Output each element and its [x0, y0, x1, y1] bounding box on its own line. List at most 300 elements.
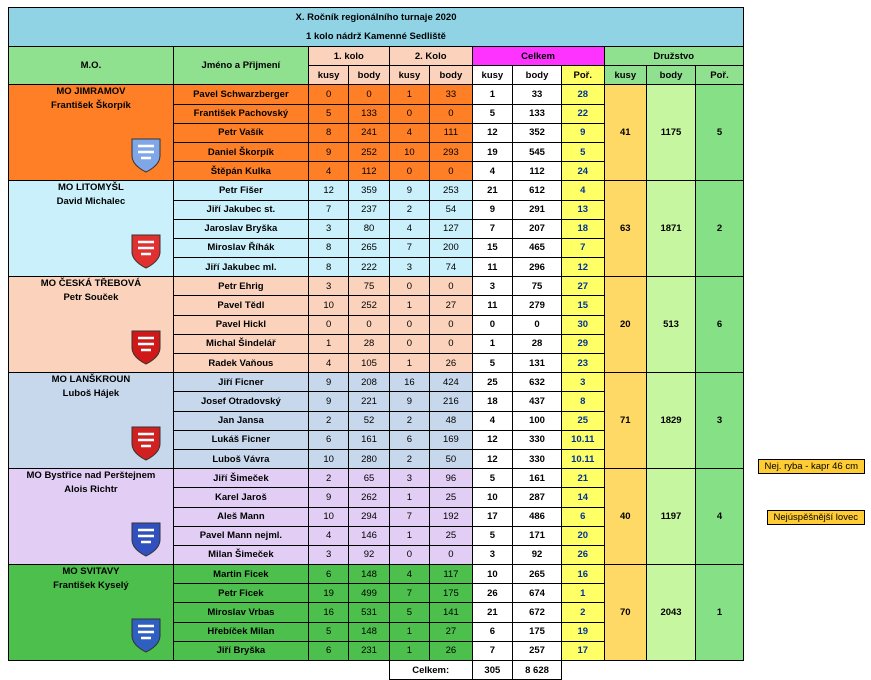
round2-body: 27 [430, 622, 473, 641]
total-body: 291 [513, 200, 562, 219]
member-name: Jiří Ficner [173, 373, 308, 392]
total-rank: 6 [561, 507, 604, 526]
footer-total-body: 8 628 [513, 661, 562, 680]
round2-kusy: 3 [389, 258, 429, 277]
round2-body: 0 [430, 277, 473, 296]
total-body: 33 [513, 85, 562, 104]
team-rank: 2 [695, 181, 743, 277]
total-body: 92 [513, 545, 562, 564]
round2-body: 26 [430, 354, 473, 373]
round2-body: 0 [430, 334, 473, 353]
total-kusy: 3 [472, 277, 512, 296]
round2-kusy: 0 [389, 277, 429, 296]
round1-body: 222 [349, 258, 389, 277]
total-rank: 16 [561, 565, 604, 584]
round1-kusy: 9 [308, 488, 348, 507]
total-body: 279 [513, 296, 562, 315]
round2-kusy: 1 [389, 354, 429, 373]
round1-body: 294 [349, 507, 389, 526]
team-rank: 6 [695, 277, 743, 373]
member-name: Jiří Jakubec ml. [173, 258, 308, 277]
coat-of-arms-icon [129, 520, 163, 558]
total-kusy: 1 [472, 85, 512, 104]
round1-body: 28 [349, 334, 389, 353]
member-name: Jaroslav Bryška [173, 219, 308, 238]
member-name: Petr Fišer [173, 181, 308, 200]
round2-body: 111 [430, 123, 473, 142]
total-rank: 28 [561, 85, 604, 104]
coat-of-arms-icon [129, 136, 163, 174]
round2-body: 141 [430, 603, 473, 622]
member-name: Michal Šindelář [173, 334, 308, 353]
member-name: Miroslav Vrbas [173, 603, 308, 622]
round1-body: 161 [349, 430, 389, 449]
total-body: 287 [513, 488, 562, 507]
total-kusy: 12 [472, 123, 512, 142]
member-name: Daniel Škorpík [173, 142, 308, 161]
team-rank: 5 [695, 85, 743, 181]
team-kusy: 70 [604, 565, 647, 661]
total-rank: 4 [561, 181, 604, 200]
total-rank: 1 [561, 584, 604, 603]
total-kusy: 26 [472, 584, 512, 603]
header-tot-body: body [513, 66, 562, 85]
total-kusy: 5 [472, 104, 512, 123]
team-kusy: 71 [604, 373, 647, 469]
total-body: 674 [513, 584, 562, 603]
total-kusy: 7 [472, 219, 512, 238]
round1-kusy: 5 [308, 622, 348, 641]
total-kusy: 3 [472, 545, 512, 564]
team-cell [9, 469, 174, 565]
team-kusy: 41 [604, 85, 647, 181]
total-kusy: 21 [472, 181, 512, 200]
total-body: 296 [513, 258, 562, 277]
round2-body: 424 [430, 373, 473, 392]
round2-body: 25 [430, 488, 473, 507]
total-rank: 17 [561, 641, 604, 660]
total-body: 161 [513, 469, 562, 488]
round1-kusy: 4 [308, 354, 348, 373]
total-kusy: 19 [472, 142, 512, 161]
total-body: 28 [513, 334, 562, 353]
total-kusy: 5 [472, 354, 512, 373]
round1-kusy: 12 [308, 181, 348, 200]
header-r1-kusy: kusy [308, 66, 348, 85]
round1-kusy: 10 [308, 449, 348, 468]
round2-body: 74 [430, 258, 473, 277]
total-body: 612 [513, 181, 562, 200]
member-name: Martin Ficek [173, 565, 308, 584]
footer-label: Celkem: [389, 661, 472, 680]
total-body: 352 [513, 123, 562, 142]
total-body: 112 [513, 162, 562, 181]
round2-kusy: 5 [389, 603, 429, 622]
round1-body: 221 [349, 392, 389, 411]
total-kusy: 17 [472, 507, 512, 526]
table-row [9, 85, 744, 104]
round2-body: 0 [430, 104, 473, 123]
total-rank: 14 [561, 488, 604, 507]
total-rank: 8 [561, 392, 604, 411]
total-body: 133 [513, 104, 562, 123]
total-rank: 20 [561, 526, 604, 545]
total-kusy: 15 [472, 238, 512, 257]
total-rank: 30 [561, 315, 604, 334]
round2-kusy: 1 [389, 622, 429, 641]
header-round2: 2. Kolo [389, 47, 472, 66]
total-body: 632 [513, 373, 562, 392]
round1-body: 252 [349, 296, 389, 315]
total-kusy: 0 [472, 315, 512, 334]
team-body: 1871 [647, 181, 696, 277]
round2-body: 27 [430, 296, 473, 315]
round2-body: 117 [430, 565, 473, 584]
note-biggest-fish: Nej. ryba - kapr 46 cm [758, 459, 865, 474]
total-rank: 7 [561, 238, 604, 257]
member-name: Luboš Vávra [173, 449, 308, 468]
round1-body: 237 [349, 200, 389, 219]
round2-kusy: 7 [389, 238, 429, 257]
coat-of-arms-icon [129, 616, 163, 654]
round2-kusy: 10 [389, 142, 429, 161]
total-body: 330 [513, 449, 562, 468]
total-rank: 18 [561, 219, 604, 238]
member-name: Hřebíček Milan [173, 622, 308, 641]
total-body: 486 [513, 507, 562, 526]
total-body: 175 [513, 622, 562, 641]
round1-kusy: 1 [308, 334, 348, 353]
round2-kusy: 1 [389, 488, 429, 507]
member-name: Karel Jaroš [173, 488, 308, 507]
round1-body: 531 [349, 603, 389, 622]
total-rank: 15 [561, 296, 604, 315]
total-rank: 19 [561, 622, 604, 641]
team-cell [9, 277, 174, 373]
round2-body: 50 [430, 449, 473, 468]
round2-kusy: 2 [389, 411, 429, 430]
total-rank: 12 [561, 258, 604, 277]
round1-kusy: 9 [308, 142, 348, 161]
round2-kusy: 3 [389, 469, 429, 488]
total-kusy: 11 [472, 258, 512, 277]
round1-body: 280 [349, 449, 389, 468]
total-rank: 25 [561, 411, 604, 430]
round2-kusy: 0 [389, 334, 429, 353]
round1-body: 148 [349, 565, 389, 584]
round2-kusy: 1 [389, 641, 429, 660]
team-cell [9, 373, 174, 469]
total-rank: 23 [561, 354, 604, 373]
header-team-kusy: kusy [604, 66, 647, 85]
header-tot-kusy: kusy [472, 66, 512, 85]
round1-body: 252 [349, 142, 389, 161]
team-org: MO LANŠKROUN [51, 374, 131, 386]
round1-body: 208 [349, 373, 389, 392]
team-org: MO SVITAVY [62, 566, 120, 578]
team-cell [9, 565, 174, 661]
round2-kusy: 6 [389, 430, 429, 449]
total-kusy: 4 [472, 411, 512, 430]
total-kusy: 25 [472, 373, 512, 392]
header-name: Jméno a Přijmení [173, 47, 308, 85]
round1-kusy: 4 [308, 162, 348, 181]
round2-body: 54 [430, 200, 473, 219]
total-rank: 10.11 [561, 430, 604, 449]
team-rank: 3 [695, 373, 743, 469]
total-body: 437 [513, 392, 562, 411]
total-body: 0 [513, 315, 562, 334]
total-body: 100 [513, 411, 562, 430]
member-name: Milan Šimeček [173, 545, 308, 564]
team-leader: František Škorpík [51, 100, 131, 112]
total-rank: 27 [561, 277, 604, 296]
round1-kusy: 9 [308, 392, 348, 411]
round1-body: 146 [349, 526, 389, 545]
total-body: 330 [513, 430, 562, 449]
table-title [9, 8, 744, 47]
total-kusy: 7 [472, 641, 512, 660]
table-row [9, 277, 744, 296]
round2-kusy: 9 [389, 181, 429, 200]
total-kusy: 10 [472, 488, 512, 507]
member-name: Štěpán Kulka [173, 162, 308, 181]
round1-body: 65 [349, 469, 389, 488]
round2-body: 25 [430, 526, 473, 545]
round1-kusy: 2 [308, 469, 348, 488]
round2-kusy: 4 [389, 565, 429, 584]
header-round1: 1. kolo [308, 47, 389, 66]
round2-kusy: 0 [389, 104, 429, 123]
total-kusy: 18 [472, 392, 512, 411]
footer-blank-right [561, 661, 743, 680]
header-mo: M.O. [9, 47, 174, 85]
round1-kusy: 3 [308, 219, 348, 238]
team-cell [9, 181, 174, 277]
member-name: Petr Ficek [173, 584, 308, 603]
team-org: MO LITOMYŠL [58, 182, 124, 194]
team-org: MO ČESKÁ TŘEBOVÁ [40, 278, 142, 290]
member-name: Lukáš Ficner [173, 430, 308, 449]
member-name: Aleš Mann [173, 507, 308, 526]
round1-kusy: 6 [308, 565, 348, 584]
round1-body: 0 [349, 85, 389, 104]
round1-body: 80 [349, 219, 389, 238]
round2-kusy: 0 [389, 315, 429, 334]
member-name: Jan Jansa [173, 411, 308, 430]
round2-kusy: 7 [389, 584, 429, 603]
round2-body: 253 [430, 181, 473, 200]
round1-body: 359 [349, 181, 389, 200]
table-row [9, 469, 744, 488]
team-body: 513 [647, 277, 696, 373]
total-body: 672 [513, 603, 562, 622]
team-body: 1829 [647, 373, 696, 469]
total-rank: 5 [561, 142, 604, 161]
header-tot-por: Poř. [561, 66, 604, 85]
round2-body: 192 [430, 507, 473, 526]
round1-body: 0 [349, 315, 389, 334]
round2-body: 0 [430, 315, 473, 334]
round1-kusy: 10 [308, 507, 348, 526]
table-row [9, 373, 744, 392]
round2-body: 0 [430, 162, 473, 181]
round2-body: 293 [430, 142, 473, 161]
note-best-angler: Nejúspěšnější lovec [767, 510, 866, 525]
total-kusy: 9 [472, 200, 512, 219]
header-team: Družstvo [604, 47, 743, 66]
total-kusy: 1 [472, 334, 512, 353]
total-rank: 9 [561, 123, 604, 142]
header-team-por: Poř. [695, 66, 743, 85]
team-rank: 4 [695, 469, 743, 565]
total-rank: 10.11 [561, 449, 604, 468]
team-leader: Petr Souček [63, 292, 119, 304]
round1-body: 105 [349, 354, 389, 373]
total-rank: 2 [561, 603, 604, 622]
total-body: 545 [513, 142, 562, 161]
coat-of-arms-icon [129, 232, 163, 270]
total-rank: 21 [561, 469, 604, 488]
member-name: Josef Otradovský [173, 392, 308, 411]
total-rank: 3 [561, 373, 604, 392]
member-name: Miroslav Říhák [173, 238, 308, 257]
round1-kusy: 2 [308, 411, 348, 430]
round1-kusy: 6 [308, 430, 348, 449]
round1-body: 92 [349, 545, 389, 564]
round1-kusy: 0 [308, 85, 348, 104]
member-name: Pavel Schwarzberger [173, 85, 308, 104]
title-line-1: X. Ročník regionálního turnaje 2020 [295, 12, 457, 23]
round1-kusy: 8 [308, 238, 348, 257]
total-body: 465 [513, 238, 562, 257]
round1-body: 265 [349, 238, 389, 257]
member-name: Radek Vaňous [173, 354, 308, 373]
team-kusy: 20 [604, 277, 647, 373]
round1-kusy: 8 [308, 123, 348, 142]
total-rank: 22 [561, 104, 604, 123]
member-name: Petr Ehrig [173, 277, 308, 296]
round1-kusy: 9 [308, 373, 348, 392]
coat-of-arms-icon [129, 424, 163, 462]
member-name: Petr Vašík [173, 123, 308, 142]
round1-kusy: 0 [308, 315, 348, 334]
team-body: 2043 [647, 565, 696, 661]
team-leader: Luboš Hájek [62, 388, 120, 400]
round2-kusy: 7 [389, 507, 429, 526]
total-kusy: 6 [472, 622, 512, 641]
round2-kusy: 4 [389, 219, 429, 238]
round1-kusy: 3 [308, 545, 348, 564]
team-org: MO JIMRAMOV [56, 86, 126, 98]
header-r2-kusy: kusy [389, 66, 429, 85]
team-cell [9, 85, 174, 181]
total-kusy: 5 [472, 469, 512, 488]
round2-body: 169 [430, 430, 473, 449]
total-kusy: 4 [472, 162, 512, 181]
footer-blank [9, 661, 390, 680]
coat-of-arms-icon [129, 328, 163, 366]
round2-body: 175 [430, 584, 473, 603]
round1-kusy: 4 [308, 526, 348, 545]
total-body: 257 [513, 641, 562, 660]
round2-body: 0 [430, 545, 473, 564]
round1-kusy: 10 [308, 296, 348, 315]
header-total: Celkem [472, 47, 604, 66]
title-line-2: 1 kolo nádrž Kamenné Sedliště [306, 31, 446, 42]
round2-body: 127 [430, 219, 473, 238]
results-table [8, 7, 744, 680]
total-body: 131 [513, 354, 562, 373]
member-name: Jiří Šimeček [173, 469, 308, 488]
round2-kusy: 4 [389, 123, 429, 142]
round1-kusy: 8 [308, 258, 348, 277]
round2-body: 216 [430, 392, 473, 411]
team-org: MO Bystřice nad Perštejnem [26, 470, 156, 482]
team-leader: David Michalec [56, 196, 126, 208]
round2-kusy: 1 [389, 296, 429, 315]
round1-kusy: 7 [308, 200, 348, 219]
total-body: 207 [513, 219, 562, 238]
total-rank: 29 [561, 334, 604, 353]
round2-kusy: 16 [389, 373, 429, 392]
round1-body: 262 [349, 488, 389, 507]
round1-body: 52 [349, 411, 389, 430]
round1-kusy: 3 [308, 277, 348, 296]
member-name: Pavel Hickl [173, 315, 308, 334]
team-kusy: 40 [604, 469, 647, 565]
total-kusy: 11 [472, 296, 512, 315]
footer-total-kusy: 305 [472, 661, 512, 680]
round2-body: 96 [430, 469, 473, 488]
total-kusy: 12 [472, 430, 512, 449]
round1-body: 75 [349, 277, 389, 296]
round2-body: 48 [430, 411, 473, 430]
total-kusy: 12 [472, 449, 512, 468]
team-rank: 1 [695, 565, 743, 661]
team-kusy: 63 [604, 181, 647, 277]
total-rank: 24 [561, 162, 604, 181]
member-name: Pavel Tědl [173, 296, 308, 315]
round2-kusy: 2 [389, 200, 429, 219]
member-name: Jiří Jakubec st. [173, 200, 308, 219]
round1-body: 241 [349, 123, 389, 142]
round2-body: 26 [430, 641, 473, 660]
round1-body: 231 [349, 641, 389, 660]
total-body: 75 [513, 277, 562, 296]
team-body: 1175 [647, 85, 696, 181]
round1-kusy: 16 [308, 603, 348, 622]
round1-kusy: 19 [308, 584, 348, 603]
member-name: František Pachovský [173, 104, 308, 123]
team-body: 1197 [647, 469, 696, 565]
header-team-body: body [647, 66, 696, 85]
round2-kusy: 9 [389, 392, 429, 411]
round2-kusy: 1 [389, 526, 429, 545]
round1-body: 148 [349, 622, 389, 641]
total-kusy: 5 [472, 526, 512, 545]
member-name: Pavel Mann nejml. [173, 526, 308, 545]
table-row [9, 181, 744, 200]
round2-kusy: 0 [389, 162, 429, 181]
round2-body: 200 [430, 238, 473, 257]
round1-kusy: 5 [308, 104, 348, 123]
round2-kusy: 0 [389, 545, 429, 564]
total-body: 265 [513, 565, 562, 584]
round1-kusy: 6 [308, 641, 348, 660]
team-leader: František Kyselý [53, 580, 129, 592]
total-kusy: 10 [472, 565, 512, 584]
